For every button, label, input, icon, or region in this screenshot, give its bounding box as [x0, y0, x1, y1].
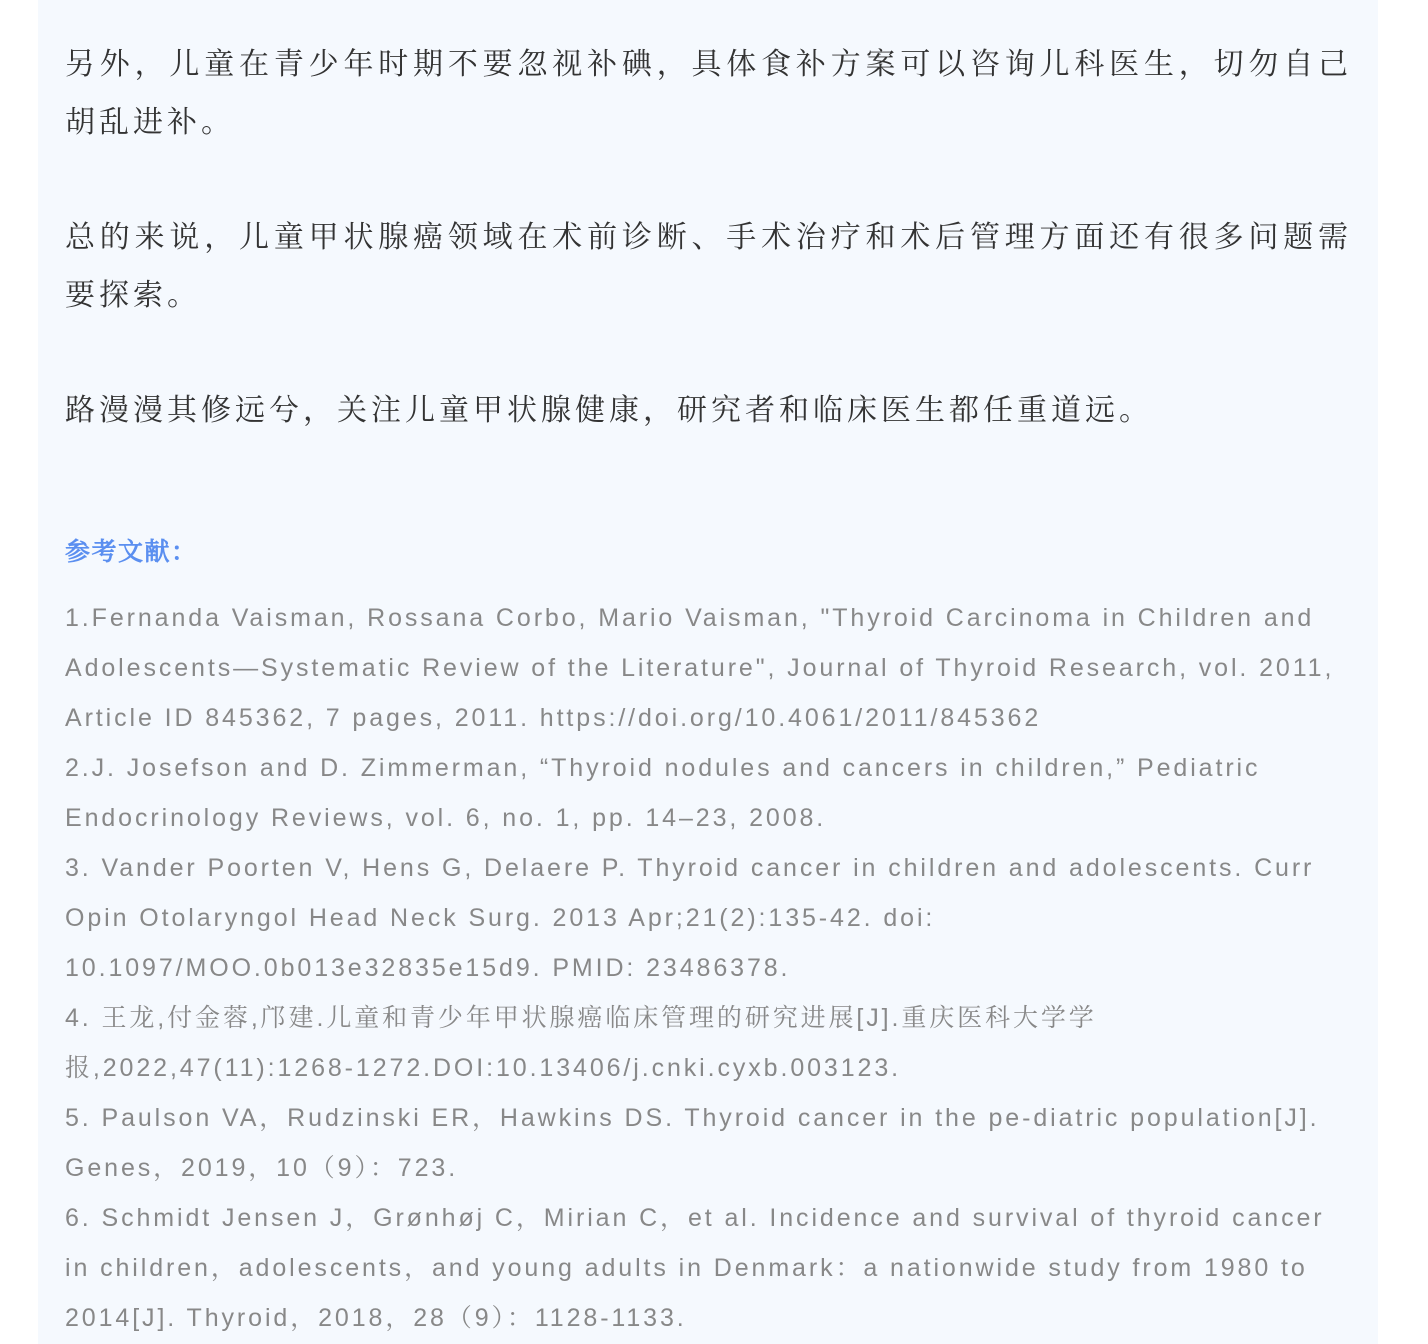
- reference-item: 1.Fernanda Vaisman, Rossana Corbo, Mario Vaisman, "Thyroid Carcinoma in Children and Adolescents—Systematic Review of the Literature", Journal of Thyroid Research, vol. 2011, Article ID 845362, 7 pages, 2011. https://doi.org/10.4061/2011/845362: [65, 604, 1335, 732]
- reference-item: 4. 王龙,付金蓉,邝建.儿童和青少年甲状腺癌临床管理的研究进展[J].重庆医科大学学报,2022,47(11):1268-1272.DOI:10.13406/j.cnki.cyxb.003123.: [65, 1004, 1097, 1082]
- article-body-panel: [38, 0, 1378, 1344]
- paragraph-iodine-advice: 另外，儿童在青少年时期不要忽视补碘，具体食补方案可以咨询儿科医生，切勿自己胡乱进补。: [65, 48, 1352, 139]
- references-list: [65, 593, 1352, 1343]
- paragraph-summary: 总的来说，儿童甲状腺癌领域在术前诊断、手术治疗和术后管理方面还有很多问题需要探索。: [65, 221, 1352, 312]
- reference-item: 2.J. Josefson and D. Zimmerman, “Thyroid nodules and cancers in children,” Pediatric Endocrinology Reviews, vol. 6, no. 1, pp. 14–23, 2008.: [65, 754, 1261, 832]
- reference-item: 3. Vander Poorten V, Hens G, Delaere P. Thyroid cancer in children and adolescents. Curr Opin Otolaryngol Head Neck Surg. 2013 Apr;21(2):135-42. doi: 10.1097/MOO.0b013e32835e15d9. PMID: 23486378.: [65, 854, 1315, 982]
- reference-item: 6. Schmidt Jensen J，Grønhøj C，Mirian C，et al. Incidence and survival of thyroid cancer in children，adolescents，and young adults in Denmark：a nationwide study from 1980 to 2014[J]. Thyroid，2018，28（9）：1128-1133.: [65, 1204, 1325, 1332]
- paragraph-closing: 路漫漫其修远兮，关注儿童甲状腺健康，研究者和临床医生都任重道远。: [65, 394, 1153, 427]
- reference-item: 5. Paulson VA，Rudzinski ER，Hawkins DS. Thyroid cancer in the pe-diatric population[J]. Genes，2019，10（9）：723.: [65, 1104, 1320, 1182]
- references-heading: 参考文献：: [65, 538, 198, 566]
